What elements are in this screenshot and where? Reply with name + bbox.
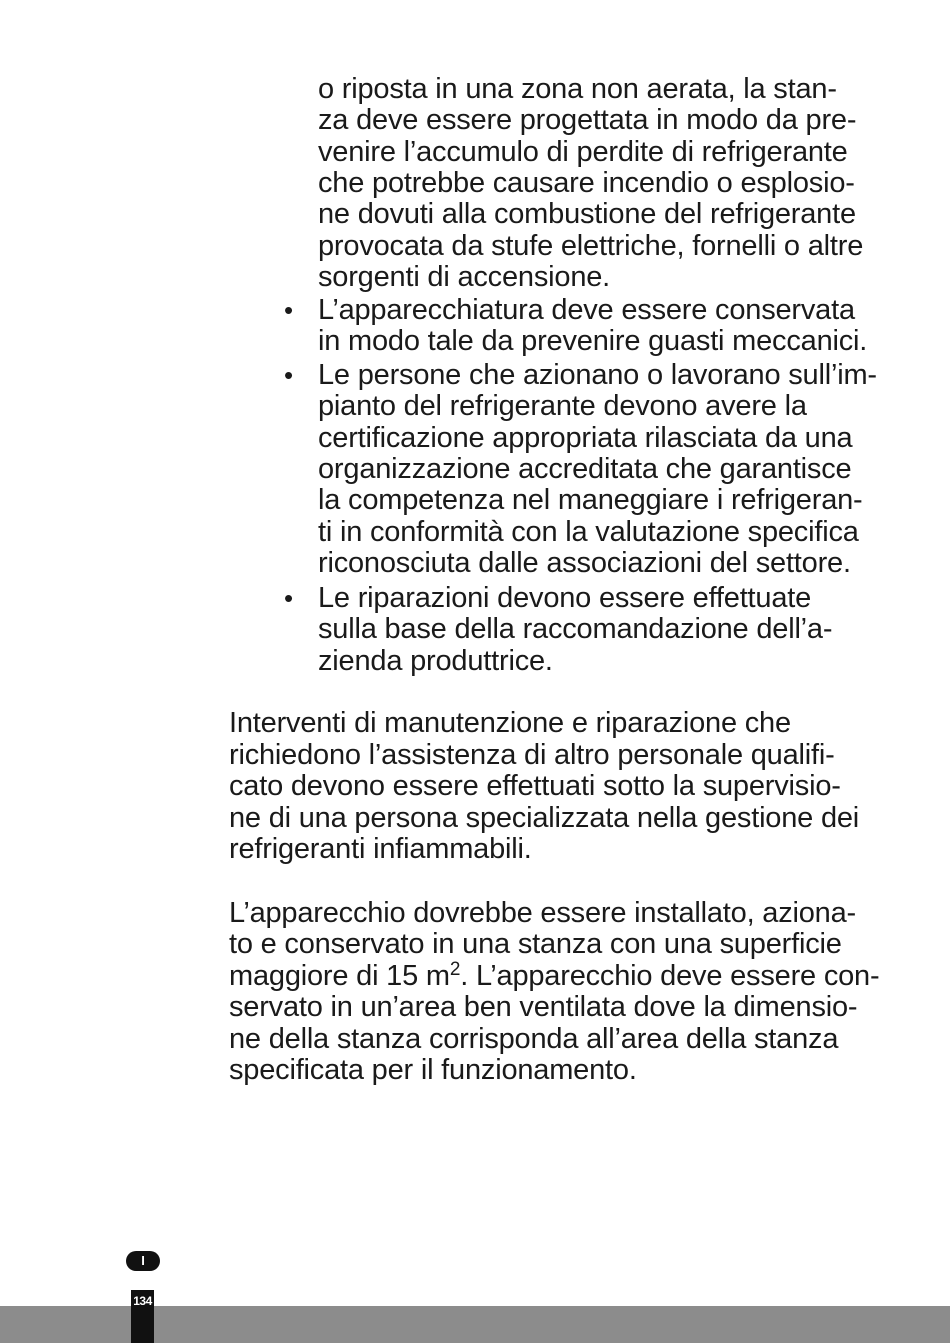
bullet-text-line: certificazione appropriata rilasciata da una [318,422,853,454]
paragraph-line: specificata per il funzionamento. [229,1054,637,1086]
language-badge: I [126,1251,160,1271]
text-line: za deve essere progettata in modo da pre- [318,104,857,136]
text-line: che potrebbe causare incendio o esplosio- [318,167,855,199]
bullet-text-line: pianto del refrigerante devono avere la [318,390,807,422]
text-line: o riposta in una zona non aerata, la stan- [318,73,837,105]
bullet-text-line: organizzazione accreditata che garantisce [318,453,852,485]
paragraph-line: Interventi di manutenzione e riparazione che [229,707,791,739]
paragraph-line: cato devono essere effettuati sotto la supervisio- [229,770,841,802]
bullet-text-line: zienda produttrice. [318,645,553,677]
bullet-text-line: Le persone che azionano o lavorano sull’im- [318,359,877,391]
bullet-text-line: sulla base della raccomandazione dell’a- [318,613,833,645]
text-line: provocata da stufe elettriche, fornelli o altre [318,230,864,262]
paragraph-line: ne della stanza corrisponda all’area della stanza [229,1023,839,1055]
bullet-text-line: riconosciuta dalle associazioni del settore. [318,547,851,579]
paragraph-line: L’apparecchio dovrebbe essere installato, aziona- [229,897,856,929]
bullet-text-line: la competenza nel maneggiare i refrigeran- [318,484,863,516]
bullet-text-line: in modo tale da prevenire guasti meccanici. [318,325,868,357]
area-text: maggiore di 15 m [229,960,450,992]
text-line: venire l’accumulo di perdite di refrigerante [318,136,848,168]
bullet-marker: • [284,360,294,390]
bullet-marker: • [284,295,294,325]
bullet-text-line: ti in conformità con la valutazione specifica [318,516,859,548]
paragraph-line: refrigeranti infiammabili. [229,833,532,865]
bullet-text-line: Le riparazioni devono essere effettuate [318,582,812,614]
paragraph-line [229,961,879,992]
bullet-text-line: L’apparecchiatura deve essere conservata [318,294,855,326]
text-line: ne dovuti alla combustione del refrigerante [318,198,856,230]
paragraph-line: richiedono l’assistenza di altro personale qualifi- [229,739,835,771]
superscript: 2 [449,959,461,980]
page-number: 134 [133,1294,152,1308]
text-continuation: . L’apparecchio deve essere con- [460,960,880,992]
paragraph-line: servato in un’area ben ventilata dove la dimensio- [229,991,858,1023]
paragraph-line: ne di una persona specializzata nella gestione dei [229,802,860,834]
paragraph-line: to e conservato in una stanza con una superficie [229,928,842,960]
text-line: sorgenti di accensione. [318,261,611,293]
bullet-marker: • [284,583,294,613]
